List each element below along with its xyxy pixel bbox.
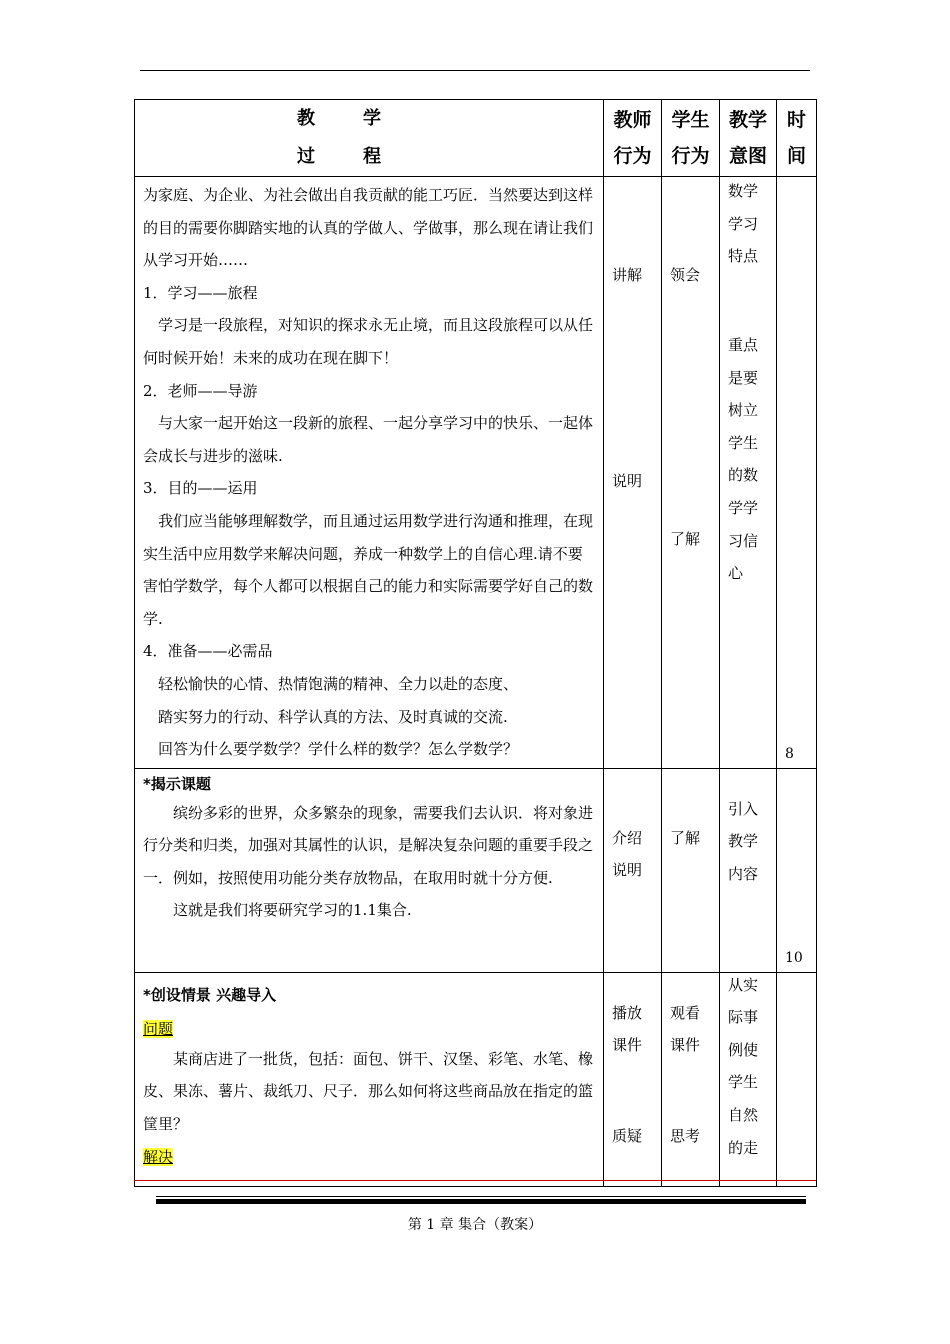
table-row [135, 972, 817, 1186]
header-text: 意图 [728, 145, 767, 167]
process-cell [135, 768, 604, 972]
time-cell [777, 177, 817, 769]
teacher-action: 讲解 [612, 266, 643, 284]
time-value: 8 [785, 745, 794, 762]
paragraph: 我们应当能够理解数学，而且通过运用数学进行沟通和推理，在现实生活中应用数学来解决问题，养成一种数学上的自信心理.请不要害怕学数学，每个人都可以根据自己的能力和实际需要学好自己的数学. [143, 511, 594, 628]
intent-line: 的数 [728, 466, 759, 485]
table-row [135, 768, 817, 972]
page-footer: 第 1 章 集合（教案） [407, 1217, 543, 1233]
intent-line: 的走 [728, 1138, 759, 1157]
intent-text [728, 793, 762, 891]
intent-line: 特点 [728, 247, 759, 266]
teacher-action [612, 822, 642, 887]
paragraph: 踏实努力的行动、科学认真的方法、及时真诚的交流. [158, 707, 508, 726]
table-row [135, 177, 817, 769]
header-char: 学 [363, 108, 381, 129]
intent-line: 教学 [728, 832, 759, 851]
header-char: 教 [297, 108, 315, 129]
student-action: 思考 [670, 1126, 701, 1145]
intent-line: 从实 [728, 975, 759, 994]
paragraph: 回答为什么要学数学？学什么样的数学？怎么学数学？ [158, 740, 519, 759]
teacher-cell [604, 972, 662, 1186]
teacher-cell [604, 177, 662, 769]
teacher-action: 说明 [612, 472, 643, 490]
footer-thick-rule [156, 1199, 806, 1204]
student-action-line: 课件 [670, 1036, 701, 1055]
intent-line: 是要 [728, 368, 759, 387]
student-cell [662, 972, 720, 1186]
intent-line: 学学 [728, 498, 759, 517]
intent-text [728, 329, 762, 590]
intent-line: 树立 [728, 401, 759, 420]
intent-cell [720, 177, 777, 769]
paragraph: 这就是我们将要研究学习的1.1集合. [173, 901, 412, 920]
intent-cell [720, 768, 777, 972]
header-text: 教师 [613, 109, 652, 131]
student-action: 了解 [670, 828, 701, 847]
teacher-action-line: 说明 [612, 861, 643, 880]
header-text: 教学 [728, 109, 767, 131]
paragraph: 缤纷多彩的世界，众多繁杂的现象，需要我们去认识．将对象进行分类和归类，加强对其属性的认识，是解决复杂问题的重要手段之一．例如，按照使用功能分类存放物品，在取用时就十分方便. [143, 803, 594, 887]
student-action: 领会 [670, 266, 701, 284]
header-teacher-behavior [604, 100, 662, 177]
intent-line: 习信 [728, 531, 759, 550]
header-student-behavior [662, 100, 720, 177]
header-time [777, 100, 817, 177]
intent-line: 内容 [728, 864, 759, 883]
student-action-line: 观看 [670, 1003, 701, 1022]
header-text: 行为 [613, 145, 652, 167]
time-cell [777, 768, 817, 972]
intent-cell [720, 972, 777, 1186]
paragraph: 与大家一起开始这一段新的旅程、一起分享学习中的快乐、一起体会成长与进步的滋味. [143, 414, 594, 465]
intent-line: 心 [728, 564, 744, 583]
student-action: 了解 [670, 530, 701, 548]
footer-thin-rule [156, 1196, 806, 1197]
header-char: 过 [297, 146, 315, 167]
time-value: 10 [785, 949, 803, 966]
teacher-action-line: 播放 [612, 1003, 643, 1022]
lesson-plan-table [134, 99, 817, 1187]
student-cell [662, 177, 720, 769]
teacher-action-line: 介绍 [612, 828, 643, 847]
header-text: 学生 [671, 109, 710, 131]
section-heading: 3．目的——运用 [143, 479, 258, 498]
section-heading: 4．准备——必需品 [143, 642, 273, 661]
intent-text [728, 969, 762, 1165]
intent-text [728, 175, 762, 273]
section-title: *创设情景 兴趣导入 [143, 985, 277, 1004]
footer-rule [156, 1196, 806, 1204]
section-heading: 1．学习——旅程 [143, 283, 258, 302]
table-bottom-border [134, 1180, 816, 1181]
teacher-action [612, 997, 642, 1062]
solution-label: 解决 [143, 1148, 174, 1167]
intent-line: 际事 [728, 1008, 759, 1027]
intent-line: 数学 [728, 182, 759, 200]
paragraph: 轻松愉快的心情、热情饱满的精神、全力以赴的态度、 [158, 674, 519, 693]
table-header-row [135, 100, 817, 177]
intent-line: 学习 [728, 214, 759, 233]
teacher-cell [604, 768, 662, 972]
question-label: 问题 [143, 1019, 174, 1038]
header-text: 时 [786, 109, 806, 131]
intent-line: 重点 [728, 336, 759, 354]
process-cell [135, 177, 604, 769]
header-teaching-intent [720, 100, 777, 177]
intent-line: 引入 [728, 799, 759, 818]
process-cell [135, 972, 604, 1186]
section-heading: 2．老师——导游 [143, 381, 258, 400]
intent-line: 自然 [728, 1106, 759, 1125]
section-title: *揭示课题 [143, 774, 211, 793]
intent-line: 例使 [728, 1040, 759, 1059]
teacher-action: 质疑 [612, 1126, 643, 1145]
student-cell [662, 768, 720, 972]
intent-line: 学生 [728, 433, 759, 452]
student-action [670, 997, 700, 1062]
header-text: 行为 [671, 145, 710, 167]
header-text: 间 [786, 145, 806, 167]
header-teaching-process [135, 100, 604, 177]
header-char: 程 [363, 146, 381, 167]
paragraph: 学习是一段旅程，对知识的探求永无止境，而且这段旅程可以从任何时候开始！未来的成功在现在脚下！ [143, 316, 594, 367]
paragraph: 某商店进了一批货，包括：面包、饼干、汉堡、彩笔、水笔、橡皮、果冻、薯片、裁纸刀、尺子．那么如何将这些商品放在指定的篮筐里？ [143, 1049, 594, 1133]
time-cell [777, 972, 817, 1186]
intent-line: 学生 [728, 1073, 759, 1092]
paragraph: 为家庭、为企业、为社会做出自我贡献的能工巧匠．当然要达到这样的目的需要你脚踏实地的认真的学做人、学做事，那么现在请让我们从学习开始…… [143, 186, 594, 270]
teacher-action-line: 课件 [612, 1036, 643, 1055]
header-rule [140, 70, 810, 71]
